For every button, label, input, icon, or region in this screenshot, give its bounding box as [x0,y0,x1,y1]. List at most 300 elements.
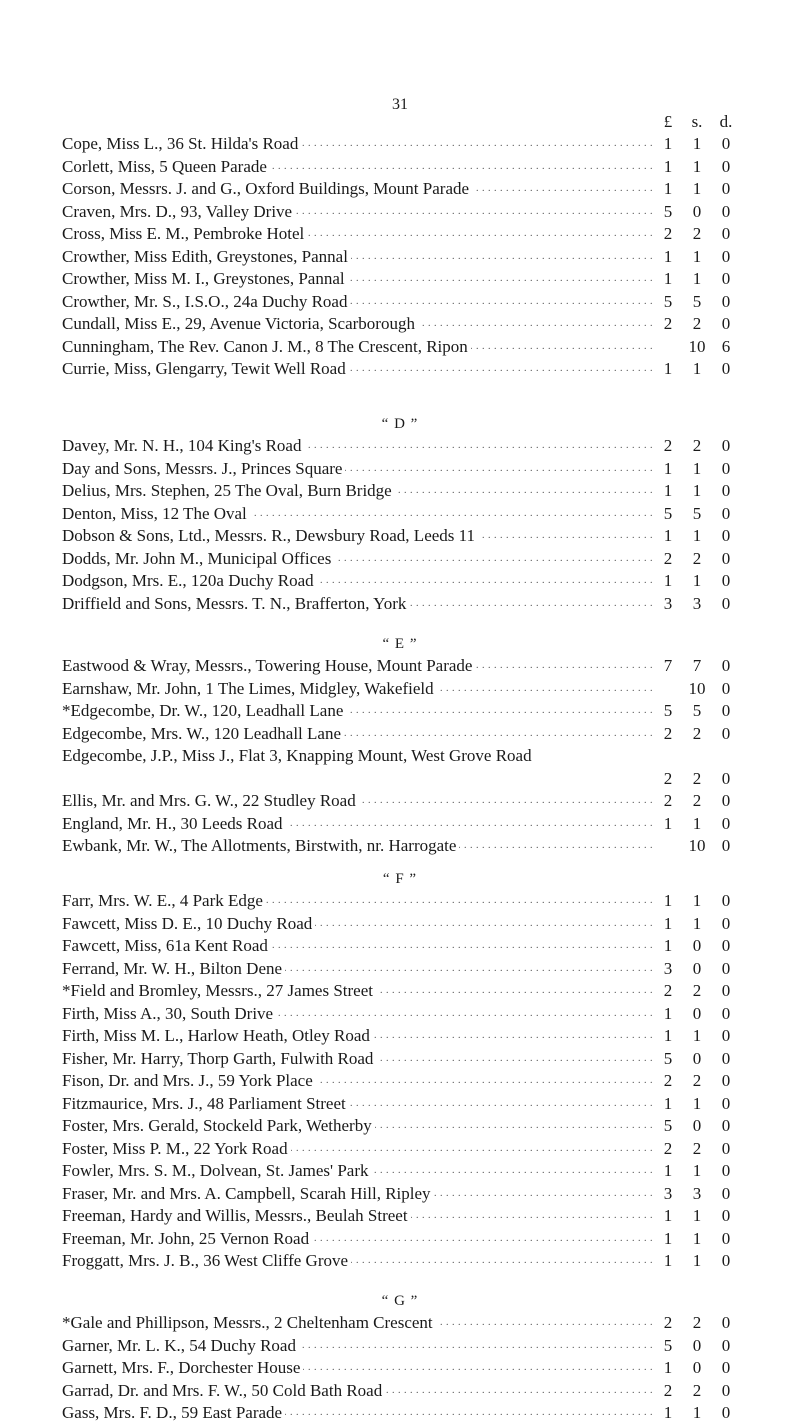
section [0,633,800,858]
pence-amount: 0 [721,913,731,933]
subscriber-name [62,313,652,336]
subscriber-name-text: Craven, Mrs. D., 93, Valley Drive [62,202,295,221]
shillings-amount: 0 [692,1003,702,1023]
subscriber-name-text: Fawcett, Miss D. E., 10 Duchy Road [62,914,315,933]
currency-header [0,112,800,134]
subscriber-name [62,1205,652,1228]
shillings-amount: 1 [692,246,702,266]
pounds-amount: 1 [663,1251,673,1270]
list-item [0,835,800,858]
pounds-amount: 3 [663,1183,673,1203]
shillings-amount: 2 [692,1138,702,1158]
pence-amount: 0 [721,813,731,833]
subscriber-name [62,1138,652,1161]
section [0,1290,800,1425]
pence-amount: 0 [721,1358,731,1377]
subscriber-name [62,336,652,359]
pence-amount: 0 [721,836,731,855]
list-item [0,503,800,526]
shillings-amount: 10 [688,678,706,698]
pounds-amount: 2 [663,723,673,743]
subscriber-name-text: Day and Sons, Messrs. J., Princes Square [62,459,345,478]
pence-amount: 0 [721,958,731,978]
subscriber-name [62,1003,652,1026]
shillings-amount: 1 [692,1403,702,1422]
pence-amount: 0 [721,1161,731,1180]
shillings-amount: 0 [692,1048,702,1068]
pence-amount: 0 [721,723,731,743]
subscriber-name-text: Edgecombe, J.P., Miss J., Flat 3, Knapping Mount, West Grove Road [62,746,535,765]
shillings-amount: 2 [692,723,702,743]
shillings-amount: 3 [692,1183,702,1203]
pounds-amount: 5 [663,1116,673,1135]
subscriber-name [62,935,652,958]
pence-amount: 0 [721,481,731,500]
subscriber-name [62,1228,652,1251]
page-number: 31 [392,96,408,113]
subscriber-name-text: Firth, Miss M. L., Harlow Heath, Otley Road [62,1026,373,1045]
subscriber-name [62,790,652,813]
shillings-amount: 2 [692,981,702,1000]
pounds-amount: 2 [663,1380,673,1400]
subscriber-name-text: Fraser, Mr. and Mrs. A. Campbell, Scarah Hill, Ripley [62,1184,434,1203]
pence-amount: 0 [721,458,731,478]
pence-amount: 0 [721,201,731,221]
list-item [0,246,800,269]
subscriber-name [62,700,652,723]
list-item [0,890,800,913]
section [0,868,800,1273]
list-item [0,1138,800,1161]
subscriber-name [62,1402,652,1425]
pounds-amount: 1 [663,936,673,955]
list-item [0,1070,800,1093]
pence-amount: 0 [721,156,731,176]
list-item [0,1402,800,1425]
list-item [0,813,800,836]
subscriber-name-text: Fawcett, Miss, 61a Kent Road [62,936,271,955]
shillings-amount: 5 [692,291,702,311]
pounds-header: £ [663,112,673,131]
shillings-amount: 5 [692,701,702,720]
subscriber-name-text: Dodgson, Mrs. E., 120a Duchy Road [62,571,317,590]
subscriber-name-text: England, Mr. H., 30 Leeds Road [62,814,286,833]
pounds-amount: 1 [663,134,673,153]
subscriber-name [62,1070,652,1093]
list-item [0,958,800,981]
shillings-amount: 7 [692,656,702,675]
shillings-amount: 1 [692,458,702,478]
pence-amount: 0 [721,701,731,720]
subscriber-name [62,1250,652,1273]
list-item [0,1380,800,1403]
subscriber-name-text: Garner, Mr. L. K., 54 Duchy Road [62,1336,299,1355]
subscriber-name [62,458,652,481]
subscriber-name [62,201,652,224]
subscriber-name-text: Corson, Messrs. J. and G., Oxford Buildings, Mount Parade [62,179,472,198]
list-item [0,1003,800,1026]
pence-amount: 0 [721,246,731,266]
pounds-amount: 1 [663,571,673,590]
pence-amount: 0 [721,1048,731,1068]
subscriber-name-text: Davey, Mr. N. H., 104 King's Road [62,436,304,455]
subscriber-name [62,913,652,936]
list-item [0,133,800,156]
subscriber-name [62,593,652,616]
list-item [0,1250,800,1273]
pence-header: d. [719,112,733,131]
subscriber-name [62,890,652,913]
subscriber-name [62,745,652,768]
section-letter: “ E ” [382,636,418,652]
list-item [0,223,800,246]
shillings-amount: 1 [692,526,702,545]
pounds-amount: 2 [663,314,673,333]
shillings-amount: 5 [692,503,702,523]
subscriber-name [62,178,652,201]
list-item [0,593,800,616]
subscriber-name-text: Edgecombe, Mrs. W., 120 Leadhall Lane [62,724,344,743]
pence-amount: 0 [721,503,731,523]
shillings-amount: 1 [692,1161,702,1180]
pounds-amount: 1 [663,1003,673,1023]
shillings-amount: 2 [692,1380,702,1400]
subscriber-name [62,480,652,503]
shillings-amount: 2 [692,1313,702,1332]
pence-amount: 0 [721,891,731,910]
subscriber-name [62,291,652,314]
shillings-amount: 0 [692,958,702,978]
pence-amount: 0 [721,526,731,545]
list-item [0,1228,800,1251]
shillings-amount: 2 [692,314,702,333]
list-item [0,435,800,458]
pence-amount: 0 [721,678,731,698]
list-item [0,700,800,723]
subscriber-name-text: Earnshaw, Mr. John, 1 The Limes, Midgley, Wakefield [62,679,437,698]
pence-amount: 0 [721,1313,731,1332]
shillings-amount: 0 [692,936,702,955]
subscriber-name-text: Freeman, Hardy and Willis, Messrs., Beulah Street [62,1206,411,1225]
list-item [0,935,800,958]
list-item [0,313,800,336]
subscriber-name [62,223,652,246]
subscriber-name-text: Gass, Mrs. F. D., 59 East Parade [62,1403,285,1422]
pounds-amount: 2 [663,1313,673,1332]
pounds-amount: 5 [663,1335,673,1355]
shillings-amount: 10 [688,836,706,855]
list-item [0,678,800,701]
pence-amount: 0 [721,134,731,153]
shillings-amount: 1 [692,1206,702,1225]
shillings-amount: 1 [692,891,702,910]
list-item [0,790,800,813]
pence-amount: 0 [721,1071,731,1090]
subscriber-name-text: Fisher, Mr. Harry, Thorp Garth, Fulwith Road [62,1049,376,1068]
pounds-amount: 5 [663,201,673,221]
shillings-amount: 1 [692,134,702,153]
shillings-amount: 1 [692,1251,702,1270]
subscriber-name-text: Ewbank, Mr. W., The Allotments, Birstwith, nr. Harrogate [62,836,459,855]
subscriber-name [62,1183,652,1206]
subscriber-name-text: Cundall, Miss E., 29, Avenue Victoria, Scarborough [62,314,418,333]
pounds-amount: 1 [663,1206,673,1225]
pence-amount: 0 [721,1335,731,1355]
section [0,133,800,381]
shillings-amount: 2 [692,768,702,788]
subscriber-name [62,1025,652,1048]
pence-amount: 0 [721,1003,731,1023]
subscriber-name [62,548,652,571]
shillings-amount: 1 [692,1093,702,1113]
pence-amount: 0 [721,656,731,675]
shillings-amount: 1 [692,359,702,378]
pounds-amount: 5 [663,1048,673,1068]
subscriber-name [62,435,652,458]
list-item [0,1093,800,1116]
subscriber-name [62,1335,652,1358]
shillings-amount: 1 [692,813,702,833]
subscriber-name [62,525,652,548]
list-item [0,1115,800,1138]
list-item [0,268,800,291]
pence-amount: 0 [721,224,731,243]
pounds-amount: 1 [663,179,673,198]
pounds-amount: 1 [663,526,673,545]
list-item [0,1025,800,1048]
subscriber-name-text: Fitzmaurice, Mrs. J., 48 Parliament Street [62,1094,349,1113]
subscriber-name [62,813,652,836]
subscriber-name [62,1380,652,1403]
list-item [0,1160,800,1183]
list-item [0,358,800,381]
subscriber-name-text: Delius, Mrs. Stephen, 25 The Oval, Burn Bridge [62,481,395,500]
pounds-amount: 1 [663,1161,673,1180]
list-item [0,1312,800,1335]
shillings-amount: 1 [692,913,702,933]
subscriber-name-text: Garnett, Mrs. F., Dorchester House [62,1358,303,1377]
list-item [0,336,800,359]
shillings-amount: 1 [692,481,702,500]
pence-amount: 0 [721,1183,731,1203]
subscriber-name [62,835,652,858]
subscriber-name [62,678,652,701]
subscriber-name [62,133,652,156]
pounds-amount: 3 [663,958,673,978]
pence-amount: 0 [721,548,731,568]
subscriber-name [62,156,652,179]
pence-amount: 0 [721,291,731,311]
subscriber-name-text: Crowther, Miss M. I., Greystones, Pannal [62,269,348,288]
subscriber-name-text: Dobson & Sons, Ltd., Messrs. R., Dewsbury Road, Leeds 11 [62,526,478,545]
list-item [0,156,800,179]
pounds-amount: 3 [663,593,673,613]
subscriber-name-text: Foster, Mrs. Gerald, Stockeld Park, Wetherby [62,1116,375,1135]
subscriber-name [62,1048,652,1071]
list-item [0,548,800,571]
list-item [0,178,800,201]
shillings-amount: 1 [692,156,702,176]
subscriber-name [62,1093,652,1116]
subscriber-name-text: Eastwood & Wray, Messrs., Towering House, Mount Parade [62,656,475,675]
subscriber-name [62,268,652,291]
subscriber-name [62,655,652,678]
list-item [0,1205,800,1228]
subscriber-name [62,570,652,593]
shillings-amount: 2 [692,791,702,810]
subscriber-name-text: Dodds, Mr. John M., Municipal Offices [62,549,334,568]
shillings-amount: 0 [692,1335,702,1355]
subscriber-name-text: Fowler, Mrs. S. M., Dolvean, St. James' Park [62,1161,371,1180]
subscriber-name [62,1357,652,1380]
section-letter: “ G ” [381,1293,419,1309]
subscriber-name-text: Crowther, Mr. S., I.S.O., 24a Duchy Road [62,292,350,311]
pounds-amount: 5 [663,503,673,523]
pence-amount: 0 [721,981,731,1000]
subscriber-name-text: Cross, Miss E. M., Pembroke Hotel [62,224,307,243]
list-item [0,458,800,481]
pence-amount: 0 [721,269,731,288]
shillings-amount: 3 [692,593,702,613]
subscriber-name-text: Foster, Miss P. M., 22 York Road [62,1139,291,1158]
pounds-amount: 1 [663,458,673,478]
subscriber-name-text: Fison, Dr. and Mrs. J., 59 York Place [62,1071,316,1090]
subscriber-name-text: *Gale and Phillipson, Messrs., 2 Cheltenham Crescent [62,1313,436,1332]
shillings-amount: 0 [692,1358,702,1377]
list-item [0,1335,800,1358]
pounds-amount: 2 [663,1071,673,1090]
subscriber-name-text: Firth, Miss A., 30, South Drive [62,1004,276,1023]
shillings-amount: 1 [692,571,702,590]
list-item [0,1357,800,1380]
subscriber-name-text: Garrad, Dr. and Mrs. F. W., 50 Cold Bath Road [62,1381,385,1400]
subscriber-name [62,1115,652,1138]
shillings-amount: 2 [692,436,702,455]
pounds-amount: 2 [663,768,673,788]
subscriber-name-text: Cunningham, The Rev. Canon J. M., 8 The Crescent, Ripon [62,337,471,356]
pence-amount: 0 [721,314,731,333]
subscriber-name [62,958,652,981]
pounds-amount: 1 [663,359,673,378]
subscriber-name-text: Denton, Miss, 12 The Oval [62,504,250,523]
pounds-amount: 2 [663,548,673,568]
section [0,413,800,615]
list-item [0,570,800,593]
shillings-header: s. [691,112,703,131]
pounds-amount: 5 [663,701,673,720]
pounds-amount: 1 [663,246,673,266]
section-letter: “ D ” [381,416,419,432]
pence-amount: 0 [721,1093,731,1113]
pounds-amount: 1 [663,1026,673,1045]
pounds-amount: 1 [663,156,673,176]
pounds-amount: 2 [663,791,673,810]
pence-amount: 0 [721,1251,731,1270]
subscriber-name-text: Farr, Mrs. W. E., 4 Park Edge [62,891,266,910]
list-item [0,980,800,1003]
pounds-amount: 1 [663,913,673,933]
pence-amount: 0 [721,936,731,955]
pounds-amount: 2 [663,436,673,455]
shillings-amount: 1 [692,179,702,198]
list-item [0,525,800,548]
subscriber-name-text: Crowther, Miss Edith, Greystones, Pannal [62,247,351,266]
list-item [0,1048,800,1071]
pence-amount: 0 [721,1206,731,1225]
list-item [0,655,800,678]
shillings-amount: 10 [688,336,706,356]
shillings-amount: 2 [692,548,702,568]
subscriber-name-text: Ellis, Mr. and Mrs. G. W., 22 Studley Road [62,791,359,810]
list-item [0,480,800,503]
pounds-amount: 1 [663,1358,673,1377]
pence-amount: 0 [721,1026,731,1045]
list-item [0,1183,800,1206]
pence-amount: 0 [721,1116,731,1135]
shillings-amount: 2 [692,1071,702,1090]
pence-amount: 0 [721,1228,731,1248]
list-item [0,913,800,936]
pounds-amount: 1 [663,481,673,500]
list-item [0,201,800,224]
subscriber-name-text: Driffield and Sons, Messrs. T. N., Brafferton, York [62,594,409,613]
pence-amount: 0 [721,359,731,378]
pence-amount: 0 [721,436,731,455]
pence-amount: 0 [721,571,731,590]
shillings-amount: 1 [692,1228,702,1248]
subscriber-name-text: Currie, Miss, Glengarry, Tewit Well Road [62,359,349,378]
pence-amount: 0 [721,179,731,198]
shillings-amount: 1 [692,1026,702,1045]
pence-amount: 0 [721,1380,731,1400]
subscriber-name [62,1160,652,1183]
subscriber-name [62,246,652,269]
list-item [0,291,800,314]
pence-amount: 0 [721,768,731,788]
pence-amount: 0 [721,593,731,613]
pounds-amount: 2 [663,1138,673,1158]
pence-amount: 0 [721,1403,731,1422]
subscriber-name [62,723,652,746]
subscriber-name-text: Freeman, Mr. John, 25 Vernon Road [62,1229,312,1248]
pounds-amount: 1 [663,1093,673,1113]
pounds-amount: 1 [663,1403,673,1422]
subscriber-name-text: Cope, Miss L., 36 St. Hilda's Road [62,134,301,153]
pence-amount: 0 [721,1138,731,1158]
pounds-amount: 1 [663,813,673,833]
shillings-amount: 0 [692,201,702,221]
pounds-amount: 5 [663,291,673,311]
section-letter: “ F ” [382,871,418,887]
subscriber-name-text: *Edgecombe, Dr. W., 120, Leadhall Lane [62,701,346,720]
subscriber-name [62,1312,652,1335]
subscriber-name-text: Ferrand, Mr. W. H., Bilton Dene [62,959,285,978]
pence-amount: 6 [721,336,731,356]
pounds-amount: 1 [663,891,673,910]
subscriber-name-text: *Field and Bromley, Messrs., 27 James Street [62,981,376,1000]
subscriber-name-text: Corlett, Miss, 5 Queen Parade [62,157,270,176]
subscriber-name [62,503,652,526]
shillings-amount: 2 [692,224,702,243]
pounds-amount: 7 [663,656,673,675]
subscriber-name-text: Froggatt, Mrs. J. B., 36 West Cliffe Grove [62,1251,351,1270]
subscriber-name [62,980,652,1003]
list-item [0,723,800,746]
shillings-amount: 1 [692,269,702,288]
list-item [0,745,800,790]
shillings-amount: 0 [692,1116,702,1135]
pence-amount: 0 [721,791,731,810]
